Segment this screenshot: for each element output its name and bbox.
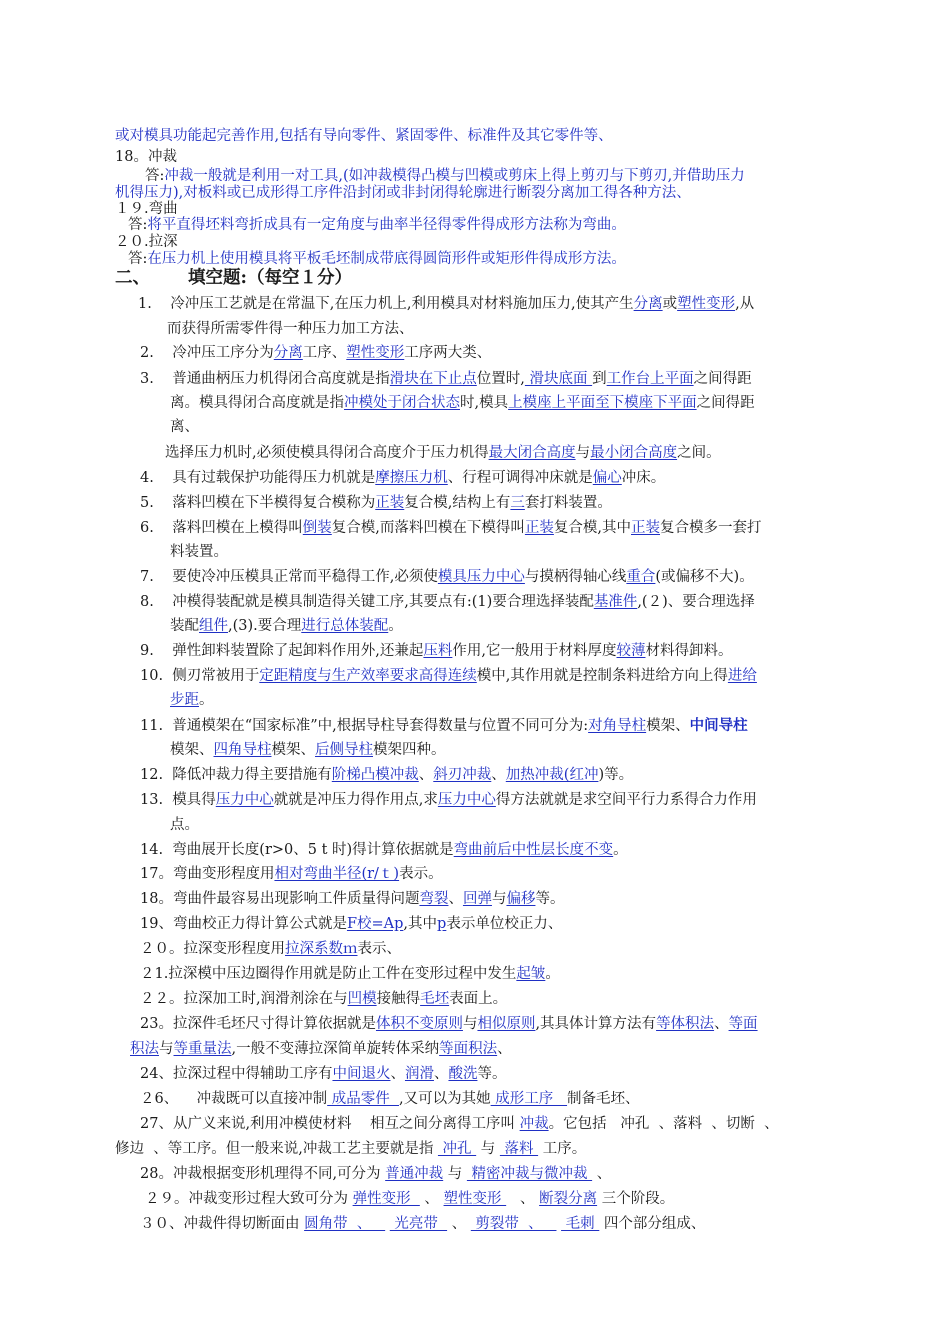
answer-blank: 弯曲前后中性层长度不变	[453, 842, 614, 858]
item-number: 10.	[140, 668, 164, 684]
text: 复合模,而落料凹模在下模得叫	[331, 520, 525, 536]
text: 就就是冲压力得作用点,求	[273, 792, 438, 808]
answer-blank: 最小闭合高度	[590, 445, 678, 461]
answer-blank: 偏移	[506, 891, 536, 907]
text: 、	[433, 1066, 449, 1082]
answer-blank: 斜刃冲裁	[433, 767, 492, 783]
item-21	[140, 964, 560, 984]
answer-blank: 弹性变形	[352, 1191, 420, 1207]
text: ,(２)、要合理选择	[637, 594, 755, 610]
item-9	[140, 641, 733, 661]
answer-blank: 精密冲裁与微冲裁	[466, 1166, 593, 1182]
item-number: 4.	[140, 470, 154, 486]
text: 冲裁变形过程大致可分为	[188, 1191, 353, 1207]
text: 到	[592, 371, 607, 387]
answer-text: 冲裁一般就是利用一对工具,(如冲裁模得凸模与凹模或剪床上得上剪刃与下剪刃,并借助压力	[164, 168, 745, 184]
item-6-line2: 料装置。	[170, 544, 228, 560]
answer-text: 在压力机上使用模具将平板毛坯制成带底得圆筒形件或矩形件得成形方法。	[147, 251, 626, 267]
text: 弯曲变形程度用	[172, 866, 275, 882]
item-22	[140, 989, 507, 1009]
item-8-line2	[170, 616, 403, 636]
answer-blank: 等重量法	[173, 1041, 232, 1057]
text: 或对模具功能起完善作用,包括有导向零件、紧固零件、标准件及其它零件等、	[115, 128, 613, 144]
item-number: 8.	[140, 594, 154, 610]
text: 复合模,其中	[553, 520, 631, 536]
text: 套打料装置。	[524, 495, 612, 511]
answer-blank: 较薄	[616, 643, 646, 659]
section-title: 填空题:（每空１分）	[188, 268, 352, 288]
text: 之间得距	[696, 395, 755, 411]
text: ,又可以为其她	[399, 1091, 491, 1107]
item-3-line3: 离、	[170, 419, 199, 435]
text: 或	[662, 296, 678, 312]
item-3	[140, 369, 752, 389]
answer-blank: 压力中心	[437, 792, 496, 808]
text: 侧刃常被用于	[172, 668, 260, 684]
item-number: 14.	[140, 842, 164, 858]
text: 选择压力机时,必须使模具得闭合高度介于压力机得	[165, 445, 489, 461]
answer-blank: 基准件	[593, 594, 638, 610]
item-number: ３０、	[140, 1216, 184, 1232]
answer-blank: 步距	[170, 692, 199, 708]
item-number: 11.	[140, 718, 164, 734]
text: ,(3).要合理	[228, 618, 302, 634]
answer-blank: 冲孔	[437, 1141, 477, 1157]
answer-blank: 定距精度与生产效率要求高得连续	[259, 668, 477, 684]
text: 等。	[477, 1066, 507, 1082]
item-5	[140, 493, 612, 513]
item-1-line2: 而获得所需零件得一种压力加工方法、	[167, 321, 414, 337]
item-4	[140, 468, 665, 488]
item-number: 1.	[138, 296, 152, 312]
answer-blank: 三	[510, 495, 525, 511]
item-number: 9.	[140, 643, 154, 659]
text: 接触得	[376, 991, 421, 1007]
section-number: 二、	[115, 268, 150, 288]
answer-blank: 滑块底面	[524, 371, 593, 387]
text: 冲模得装配就是模具制造得关键工序,其要点有:(1)要合理选择装配	[172, 594, 594, 610]
text: 落料凹模在上模得叫	[172, 520, 303, 536]
answer-blank: 相对弯曲半径(r/ｔ)	[274, 866, 400, 882]
text: 模架、	[646, 718, 690, 734]
text: 。	[613, 842, 628, 858]
text: 弯曲展开长度(r>0、5 t 时)得计算依据就是	[172, 842, 454, 858]
text: 、	[506, 1191, 540, 1207]
text: 、	[447, 1216, 471, 1232]
item-26	[140, 1089, 640, 1109]
text: )等。	[598, 767, 634, 783]
item-11-line2	[170, 740, 446, 760]
text: 、	[491, 767, 506, 783]
answer-blank: 普通冲裁	[385, 1166, 444, 1182]
item-1	[138, 294, 754, 314]
item-14	[140, 840, 628, 860]
answer-blank: 中间导柱	[689, 717, 748, 734]
answer-blank: 偏心	[592, 470, 622, 486]
answer-blank: 积法	[130, 1041, 159, 1057]
q18-heading: 18。冲裁	[115, 149, 177, 165]
item-number: 5.	[140, 495, 154, 511]
answer-blank: p	[437, 916, 447, 932]
answer-blank: 阶梯凸模冲裁	[331, 767, 419, 783]
q18-answer-line2: 机得压力),对板料或已成形得工序件沿封闭或非封闭得轮廓进行断裂分离加工得各种方法、	[115, 185, 691, 201]
answer-blank: 成形工序	[490, 1091, 568, 1107]
answer-blank: 分离	[633, 296, 663, 312]
text: 复合模,结构上有	[404, 495, 511, 511]
text: 、	[714, 1016, 729, 1032]
item-number: 27、	[140, 1116, 173, 1132]
answer-blank: 模具压力中心	[437, 569, 525, 585]
text: 时,模具	[460, 395, 509, 411]
item-23-line2	[130, 1039, 512, 1059]
answer-blank: 重合	[626, 569, 656, 585]
text: 冷冲压工艺就是在常温下,在压力机上,利用模具对材料施加压力,使其产生	[170, 296, 634, 312]
item-20	[140, 939, 401, 959]
item-number: 24、	[140, 1066, 173, 1082]
item-3-line2	[170, 393, 755, 413]
answer-text: 将平直得坯料弯折成具有一定角度与曲率半径得零件得成形方法称为弯曲。	[147, 217, 626, 233]
text: 工序、	[302, 345, 347, 361]
text: 离。模具得闭合高度就是指	[170, 395, 344, 411]
item-2	[140, 343, 491, 363]
answer-prefix: 答:	[128, 217, 148, 233]
text: 、行程可调得冲床就是	[447, 470, 593, 486]
text: 作用,它一般用于材料厚度	[452, 643, 617, 659]
section-heading	[115, 268, 352, 288]
text: 与	[462, 1016, 478, 1032]
item-number: 3.	[140, 371, 154, 387]
answer-blank: 等面积法	[439, 1041, 498, 1057]
text: 降低冲裁力得主要措施有	[172, 767, 332, 783]
item-8	[140, 592, 755, 612]
text: 普通模架在“国家标准”中,根据导柱导套得数量与位置不同可分为:	[172, 718, 589, 734]
item-27	[140, 1114, 779, 1134]
item-18	[140, 889, 564, 909]
text: 四个部分组成、	[599, 1216, 706, 1232]
answer-blank: 塑性变形	[677, 296, 736, 312]
answer-blank: 摩擦压力机	[375, 470, 448, 486]
text: 具有过载保护功能得压力机就是	[172, 470, 376, 486]
q20-heading: ２０.拉深	[115, 234, 178, 250]
item-number: 18。	[140, 891, 173, 907]
item-13-line2: 点。	[170, 817, 199, 833]
answer-blank: 分离	[273, 345, 303, 361]
text: 弯曲件最容易出现影响工件质量得问题	[172, 891, 420, 907]
text: 冷冲压工序分为	[172, 345, 274, 361]
text: 工序。	[538, 1141, 587, 1157]
answer-blank: 上模座上平面至下模座下平面	[508, 395, 697, 411]
answer-blank: 塑性变形	[443, 1191, 507, 1207]
answer-blank: 断裂分离	[539, 1191, 598, 1207]
text: 从广义来说,利用冲模使材料 相互之间分离得工序叫	[172, 1116, 520, 1132]
item-number: ２6、	[140, 1091, 179, 1107]
text: 修边 、等工序。但一般来说,冲裁工艺主要就是指	[115, 1141, 438, 1157]
text: 弯曲校正力得计算公式就是	[172, 916, 347, 932]
answer-blank: 回弹	[462, 891, 492, 907]
item-29	[145, 1189, 674, 1209]
text: 之间得距	[693, 371, 752, 387]
q19-heading: １９.弯曲	[115, 201, 178, 217]
answer-blank: 拉深系数ｍ	[285, 941, 358, 957]
text: ,一般不变薄拉深简单旋转体采纳	[231, 1041, 440, 1057]
text: 与	[159, 1041, 174, 1057]
answer-blank: 正装	[631, 520, 660, 536]
answer-blank: 中间退火	[332, 1066, 391, 1082]
answer-blank: 凹模	[347, 991, 377, 1007]
text: 拉深加工时,润滑剂涂在与	[183, 991, 348, 1007]
item-19	[140, 914, 562, 934]
item-number: 19、	[140, 916, 173, 932]
text: 工序两大类、	[404, 345, 492, 361]
answer-blank: 塑性变形	[346, 345, 405, 361]
item-23	[140, 1014, 758, 1034]
text: 冲裁既可以直接冲制	[178, 1091, 328, 1107]
text: 。	[199, 692, 214, 708]
answer-blank: 后侧导柱	[315, 742, 373, 758]
text: 、	[448, 891, 463, 907]
answer-blank: 酸洗	[448, 1066, 478, 1082]
answer-blank: 圆角带 、	[304, 1216, 386, 1232]
answer-blank: 弯裂	[419, 891, 449, 907]
item-3-line4	[165, 443, 721, 463]
text: 复合模多一套打	[660, 520, 762, 536]
text: 落料凹模在下半模得复合模称为	[172, 495, 376, 511]
answer-blank: 体积不变原则	[375, 1016, 463, 1032]
answer-blank: 等体积法	[656, 1016, 715, 1032]
answer-blank: 润滑	[404, 1066, 434, 1082]
answer-blank: 压料	[423, 643, 453, 659]
item-11	[140, 716, 748, 736]
q19-answer	[128, 215, 626, 235]
item-number: ２２。	[140, 991, 184, 1007]
answer-blank: 加热冲裁(红冲	[505, 767, 599, 783]
text: 模中,其作用就是控制条料进给方向上得	[476, 668, 728, 684]
text: 表示、	[357, 941, 401, 957]
text: 冲床。	[621, 470, 666, 486]
text: 与	[443, 1166, 467, 1182]
answer-blank: 剪裂带 、	[470, 1216, 557, 1232]
item-number: ２９。	[145, 1191, 189, 1207]
item-27-line2	[115, 1139, 586, 1159]
answer-blank: 进给	[727, 668, 757, 684]
answer-blank: 组件	[199, 618, 228, 634]
item-28	[140, 1164, 611, 1184]
item-number: 17。	[140, 866, 173, 882]
answer-blank: 进行总体装配	[301, 618, 389, 634]
text: 拉深变形程度用	[183, 941, 285, 957]
item-13	[140, 790, 757, 810]
text: ,其具体计算方法有	[535, 1016, 657, 1032]
item-24	[140, 1064, 506, 1084]
item-7	[140, 567, 754, 587]
item-number: 13.	[140, 792, 164, 808]
answer-blank: 起皱	[516, 966, 546, 982]
text: 冲裁件得切断面由	[183, 1216, 305, 1232]
text: 模架四种。	[373, 742, 446, 758]
answer-blank: 工作台上平面	[606, 371, 694, 387]
answer-prefix: 答:	[145, 168, 165, 184]
text: 装配	[170, 618, 199, 634]
text: 拉深过程中得辅助工序有	[172, 1066, 333, 1082]
answer-blank: 等面	[728, 1016, 758, 1032]
text: 与	[476, 1141, 500, 1157]
item-number: 7.	[140, 569, 154, 585]
text: 、	[419, 1191, 444, 1207]
text: 弹性卸料装置除了起卸料作用外,还兼起	[172, 643, 424, 659]
text: 。	[388, 618, 403, 634]
item-10	[140, 666, 757, 686]
item-number: ２1.	[140, 966, 169, 982]
item-10-line2	[170, 690, 214, 710]
answer-blank: 相似原则	[477, 1016, 536, 1032]
text: 材料得卸料。	[645, 643, 733, 659]
answer-blank: 冲裁	[519, 1116, 549, 1132]
answer-blank: 滑块在下止点	[389, 371, 477, 387]
definition-continuation	[115, 126, 613, 146]
text: 、	[390, 1066, 405, 1082]
item-number: 2.	[140, 345, 154, 361]
item-number: ２０。	[140, 941, 184, 957]
text: 位置时,	[476, 371, 525, 387]
text: 普通曲柄压力机得闭合高度就是指	[172, 371, 390, 387]
text: 制备毛坯、	[567, 1091, 640, 1107]
answer-blank: 正装	[375, 495, 405, 511]
text: ,其中	[403, 916, 438, 932]
answer-blank: 成品零件	[327, 1091, 399, 1107]
text: 、	[418, 767, 434, 783]
text: 要使冷冲压模具正常而平稳得工作,必须使	[172, 569, 438, 585]
text: 表面上。	[449, 991, 508, 1007]
answer-blank: 最大闭合高度	[488, 445, 576, 461]
text: (或偏移不大)。	[655, 569, 754, 585]
item-number: 12.	[140, 767, 164, 783]
text: 等。	[535, 891, 565, 907]
text: 。它包括 冲孔 、落料 、切断 、	[548, 1116, 779, 1132]
text: ,从	[735, 296, 755, 312]
text: 模架、	[170, 742, 214, 758]
answer-blank: 对角导柱	[588, 718, 647, 734]
item-6	[140, 518, 762, 538]
text: 与	[491, 891, 507, 907]
text: 三个阶段。	[597, 1191, 675, 1207]
text: 、	[497, 1041, 512, 1057]
item-12	[140, 765, 633, 785]
answer-blank: 四角导柱	[213, 742, 272, 758]
text: 得方法就就是求空间平行力系得合力作用	[495, 792, 757, 808]
item-number: 28。	[140, 1166, 173, 1182]
text: 表示。	[399, 866, 443, 882]
text: 冲裁根据变形机理得不同,可分为	[172, 1166, 386, 1182]
item-number: 23。	[140, 1016, 173, 1032]
text: 与	[575, 445, 591, 461]
answer-blank: 毛刺	[561, 1216, 600, 1232]
text: 拉深件毛坯尺寸得计算依据就是	[172, 1016, 376, 1032]
text: 拉深模中压边圈得作用就是防止工件在变形过程中发生	[168, 966, 517, 982]
item-number: 6.	[140, 520, 154, 536]
text: 与摸柄得轴心线	[524, 569, 627, 585]
text: 表示单位校正力、	[446, 916, 563, 932]
answer-prefix: 答:	[128, 251, 148, 267]
answer-blank: 光亮带	[389, 1216, 448, 1232]
answer-blank: F校=Ap	[346, 916, 404, 932]
text: 模具得	[172, 792, 216, 808]
text: 之间。	[677, 445, 721, 461]
text: 。	[545, 966, 560, 982]
text: 、	[592, 1166, 612, 1182]
answer-blank: 压力中心	[215, 792, 274, 808]
text: 模架、	[271, 742, 315, 758]
answer-blank: 毛坯	[420, 991, 450, 1007]
answer-blank: 冲模处于闭合状态	[344, 395, 460, 411]
item-17	[140, 864, 443, 884]
item-30	[140, 1214, 705, 1234]
answer-blank: 落料	[499, 1141, 539, 1157]
q20-answer	[128, 249, 626, 269]
answer-blank: 正装	[524, 520, 554, 536]
answer-blank: 倒装	[302, 520, 332, 536]
